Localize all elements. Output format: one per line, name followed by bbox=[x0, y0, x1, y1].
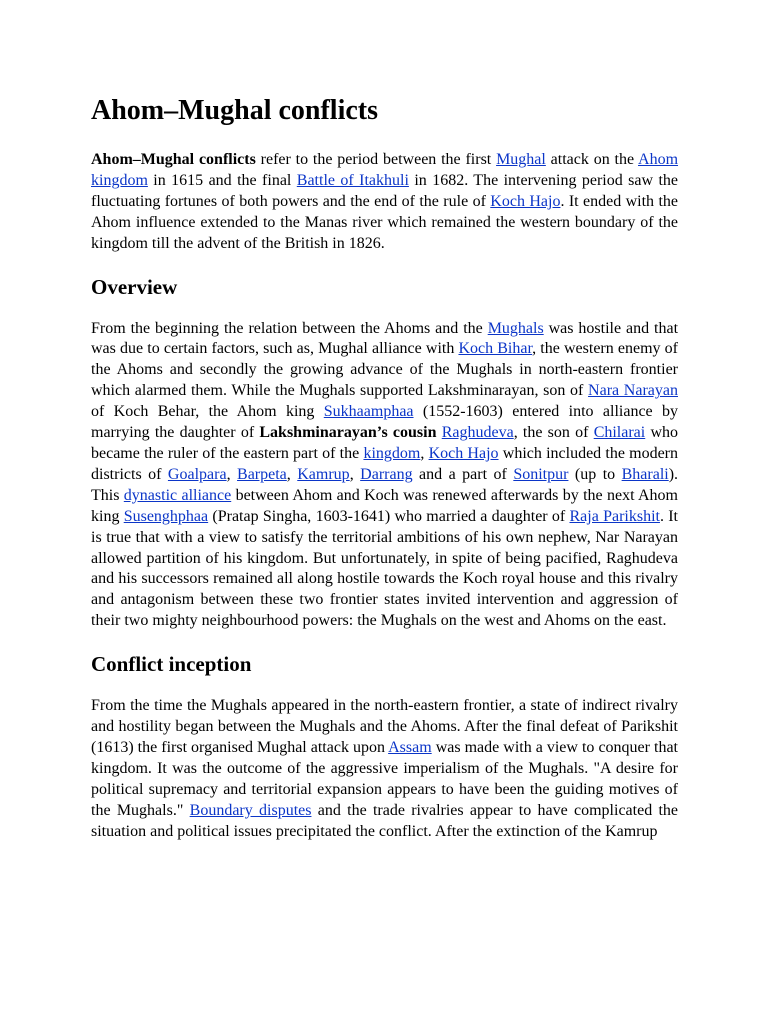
link-chilarai[interactable]: Chilarai bbox=[593, 424, 646, 442]
bold-term: Lakshminarayan’s cousin bbox=[259, 424, 437, 442]
link-sonitpur[interactable]: Sonitpur bbox=[513, 465, 569, 483]
link-susenghphaa[interactable]: Susenghphaa bbox=[123, 507, 209, 525]
conflict-inception-heading: Conflict inception bbox=[91, 652, 252, 677]
link-ahom-kingdom[interactable]: Ahom kingdom bbox=[91, 151, 679, 189]
link-sukhaamphaa[interactable]: Sukhaamphaa bbox=[323, 403, 414, 421]
link-koch-hajo[interactable]: Koch Hajo bbox=[490, 192, 561, 210]
link-dynastic-alliance[interactable]: dynastic alliance bbox=[123, 486, 232, 504]
link-barpeta[interactable]: Barpeta bbox=[237, 465, 287, 483]
link-raghudeva[interactable]: Raghudeva bbox=[441, 424, 514, 442]
link-nara-narayan[interactable]: Nara Narayan bbox=[588, 382, 678, 400]
link-battle-of-itakhuli[interactable]: Battle of Itakhuli bbox=[296, 171, 409, 189]
link-kamrup[interactable]: Kamrup bbox=[297, 465, 350, 483]
link-koch-bihar[interactable]: Koch Bihar bbox=[458, 340, 533, 358]
link-darrang[interactable]: Darrang bbox=[360, 465, 413, 483]
link-kingdom[interactable]: kingdom bbox=[363, 444, 421, 462]
page-title: Ahom–Mughal conflicts bbox=[91, 95, 378, 126]
article bbox=[91, 94, 678, 861]
link-assam[interactable]: Assam bbox=[388, 738, 432, 756]
intro-paragraph: Ahom–Mughal conflicts refer to the period between the first Mughal attack on the Ahom kingdom in 1615 and the final Battle of Itakhuli in 1682. The intervening period saw the fluctuating fortunes of both powers and the end of the rule of Koch Hajo. It ended with the Ahom influence extended to the Manas river which remained the western boundary of the kingdom till the advent of the British in 1826. bbox=[91, 151, 679, 252]
link-bharali[interactable]: Bharali bbox=[621, 465, 669, 483]
link-mughals[interactable]: Mughals bbox=[487, 319, 544, 337]
link-boundary-disputes[interactable]: Boundary disputes bbox=[189, 801, 312, 819]
overview-heading: Overview bbox=[91, 274, 178, 299]
link-mughal[interactable]: Mughal bbox=[496, 151, 546, 168]
overview-paragraph: From the beginning the relation between the Ahoms and the Mughals was hostile and that was due to certain factors, such as, Mughal alliance with Koch Bihar, the western enemy of the Ahoms and secondly the growing advance of the Mughals in north-eastern frontier which alarmed them. While the Mughals supported Lakshminarayan, son of Nara Narayan of Koch Behar, the Ahom king Sukhaamphaa (1552-1603) entered into alliance by marrying the daughter of Lakshminarayan’s cousin Raghudeva, the son of Chilarai who became the ruler of the eastern part of the kingdom, Koch Hajo which included the modern districts of Goalpara, Barpeta, Kamrup, Darrang and a part of Sonitpur (up to Bharali). This dynastic alliance between Ahom and Koch was renewed afterwards by the next Ahom king Susenghphaa (Pratap Singha, 1603-1641) who married a daughter of Raja Parikshit. It is true that with a view to satisfy the territorial ambitions of his own nephew, Nar Narayan allowed partition of his kingdom. But unfortunately, in spite of being pacified, Raghudeva and his successors remained all along hostile towards the Koch royal house and this rivalry and antagonism between these two frontier states invited intervention and aggression of their two mighty neighbourhood powers: the Mughals on the west and Ahoms on the east. bbox=[91, 319, 679, 630]
link-koch-hajo[interactable]: Koch Hajo bbox=[428, 444, 499, 462]
link-raja-parikshit[interactable]: Raja Parikshit bbox=[569, 507, 660, 525]
conflict-inception-paragraph: From the time the Mughals appeared in the north-eastern frontier, a state of indirect rivalry and hostility began between the Mughals and the Ahoms. After the final defeat of Parikshit (1613) the first organised Mughal attack upon Assam was made with a view to conquer that kingdom. It was the outcome of the aggressive imperialism of the Mughals. "A desire for political supremacy and territorial expansion appears to have been the guiding motives of the Mughals." Boundary disputes and the trade rivalries appear to have complicated the situation and political issues precipitated the conflict. After the extinction of the Kamrup bbox=[91, 697, 679, 840]
link-goalpara[interactable]: Goalpara bbox=[167, 465, 227, 483]
bold-term: Ahom–Mughal conflicts bbox=[91, 151, 256, 168]
